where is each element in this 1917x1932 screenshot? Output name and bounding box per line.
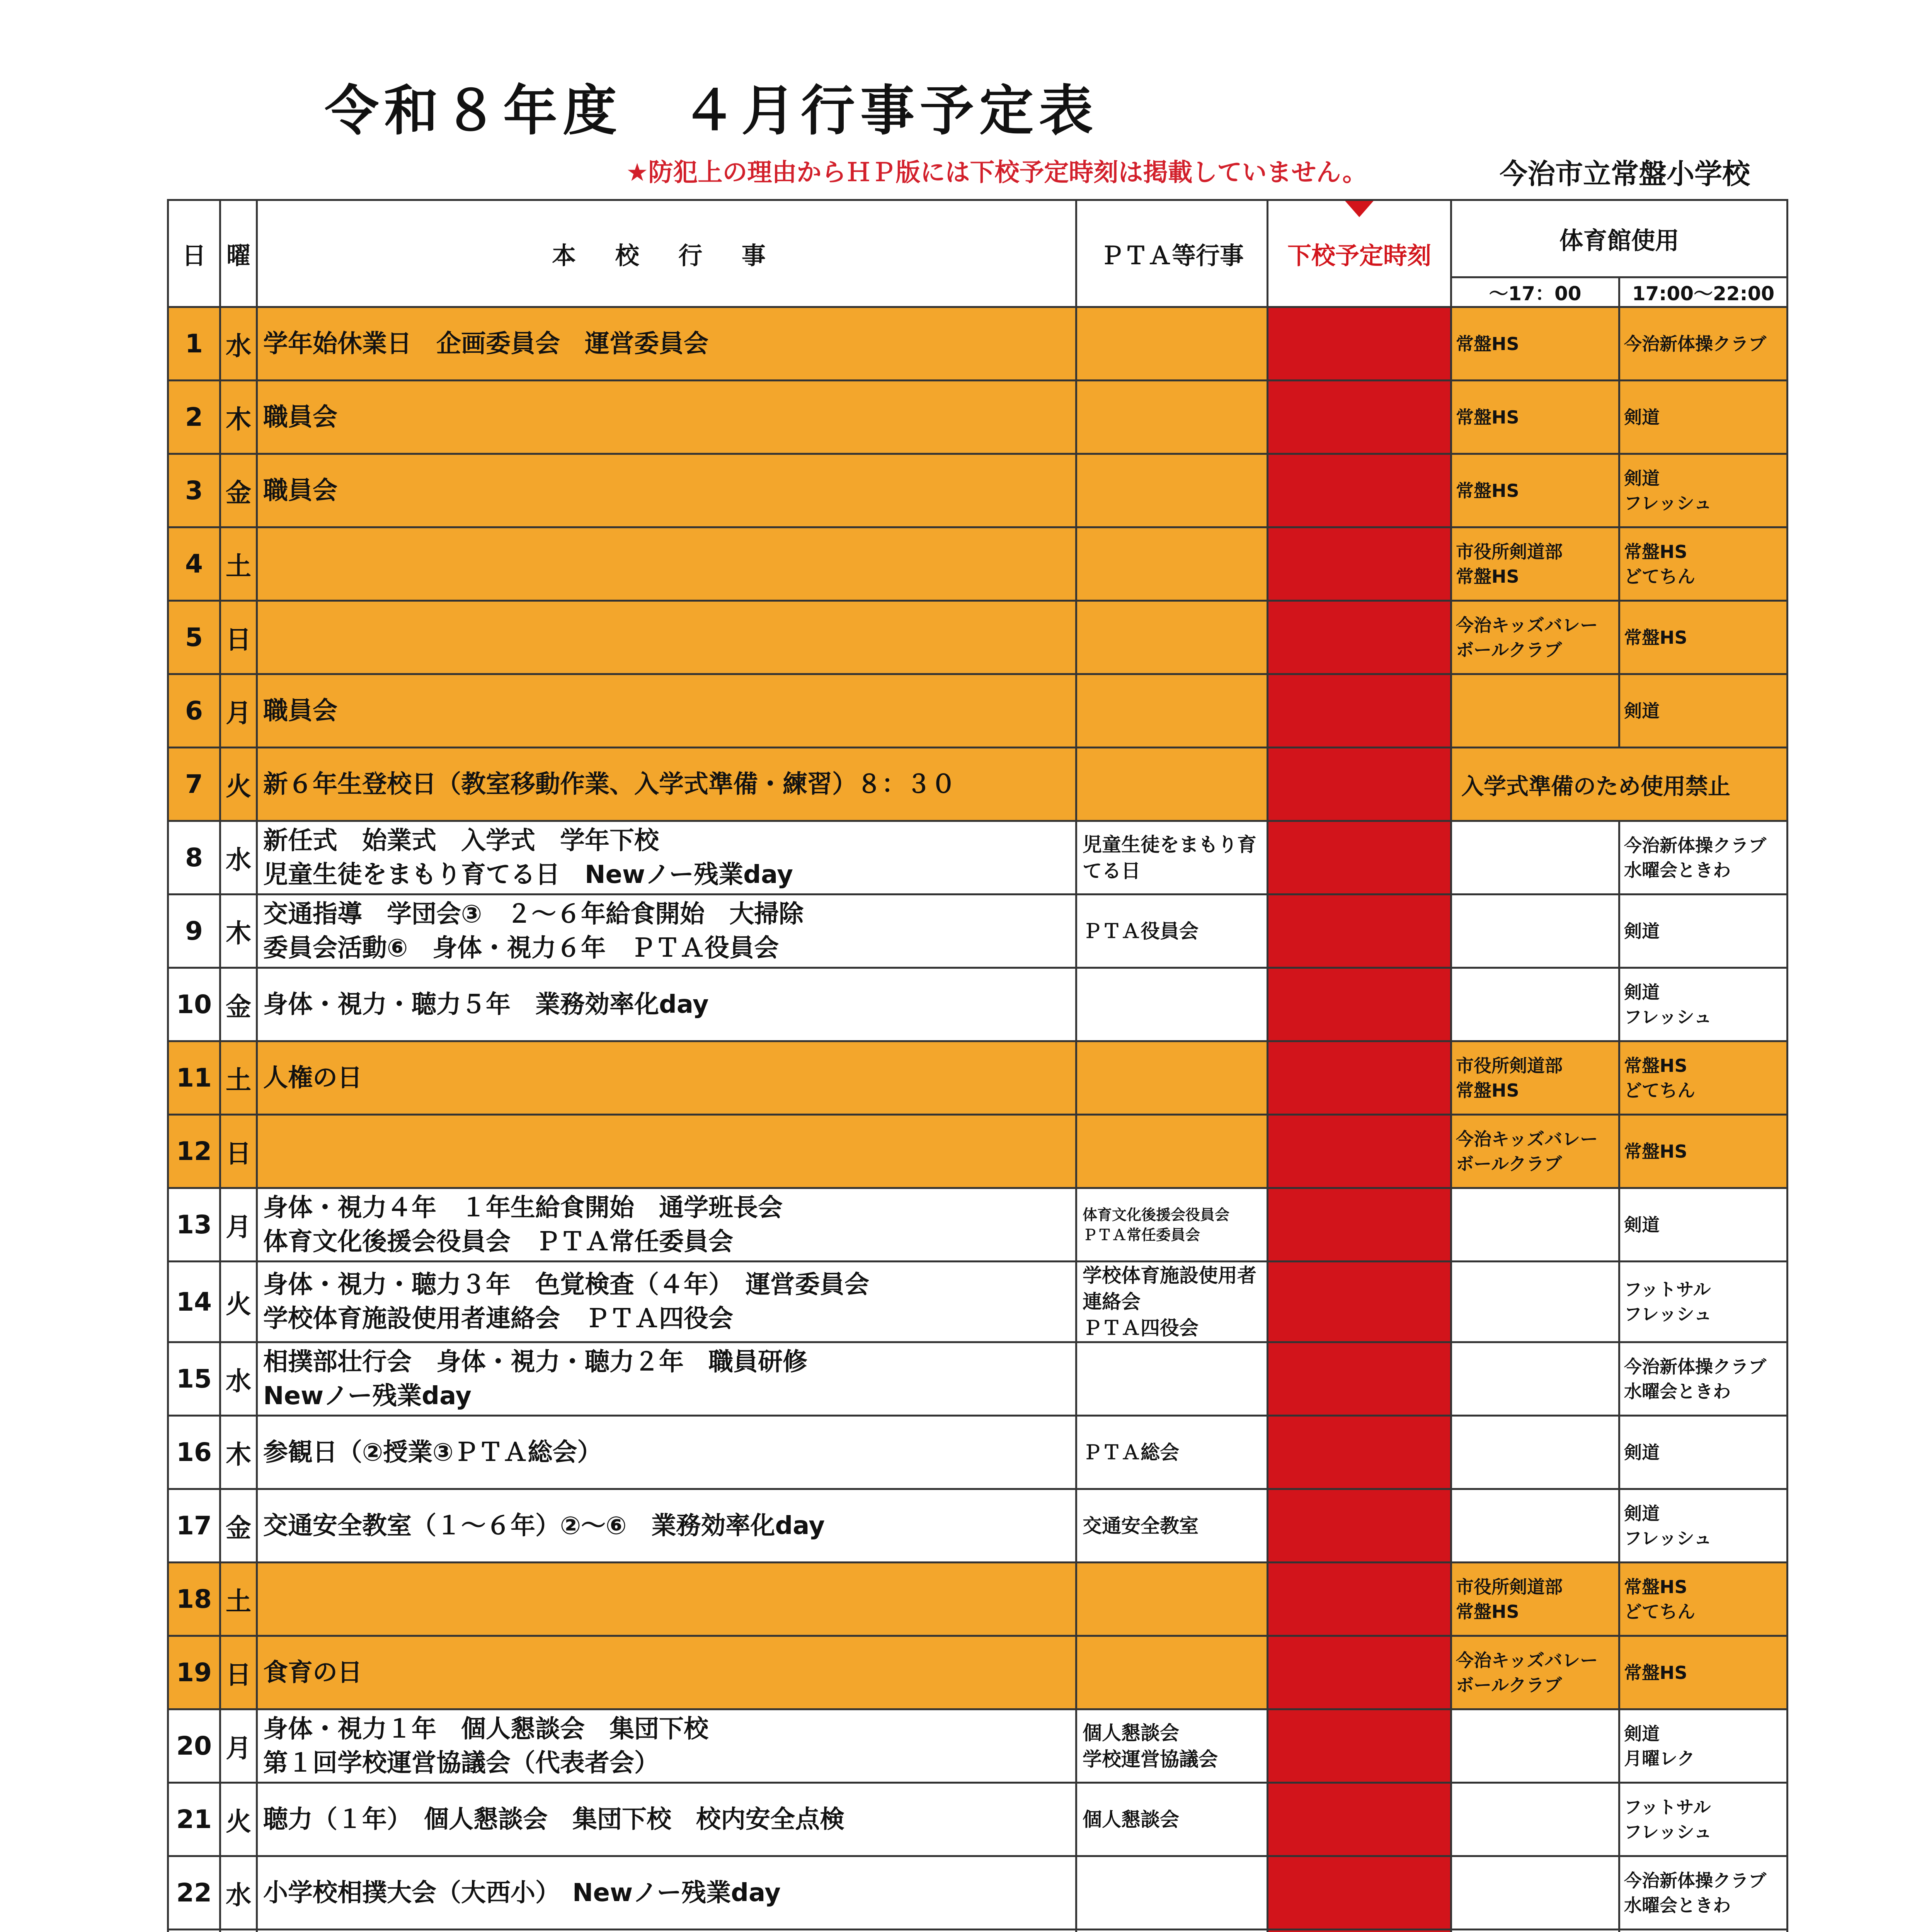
pta-cell: [1076, 1188, 1268, 1262]
day-cell: 12: [168, 1115, 220, 1188]
schedule-row: [168, 1342, 1788, 1416]
gym-slot2-line: フレッシュ: [1624, 1527, 1712, 1549]
weekday-cell: 木: [220, 895, 257, 968]
pta-cell: [1076, 1856, 1268, 1930]
gym-slot2-cell: [1619, 601, 1788, 674]
gym-slot1-line: 今治キッズバレーボールクラブ: [1456, 1128, 1598, 1174]
gym-slot1-line: 常盤HS: [1456, 333, 1519, 354]
pta-line: 交通安全教室: [1083, 1514, 1199, 1537]
header-dow: 曜: [220, 200, 257, 307]
gym-slot2-line: フットサル: [1624, 1796, 1711, 1818]
schedule-row: [168, 1041, 1788, 1115]
event-line: 交通指導 学団会③ ２～６年給食開始 大掃除: [263, 900, 804, 929]
event-line: 身体・視力４年 １年生給食開始 通学班長会: [263, 1193, 783, 1222]
schedule-row: [168, 895, 1788, 968]
day-cell: 22: [168, 1856, 220, 1930]
gym-slot2-cell: [1619, 1115, 1788, 1188]
pta-line: 児童生徒をまもり育てる日: [1083, 833, 1256, 882]
gym-slot2-line: 剣道: [1624, 1723, 1660, 1744]
events-cell: [257, 381, 1076, 454]
schedule-row: [168, 1188, 1788, 1262]
schedule-row: [168, 1636, 1788, 1709]
gym-slot1-cell: [1451, 381, 1619, 454]
pta-line: ＰＴＡ常任委員会: [1083, 1226, 1200, 1243]
events-cell: [257, 1489, 1076, 1563]
events-cell: [257, 1342, 1076, 1416]
gym-slot2-line: フレッシュ: [1624, 1821, 1712, 1842]
schedule-row: [168, 1856, 1788, 1930]
gym-slot2-line: 月曜レク: [1624, 1748, 1695, 1769]
dismissal-cell: [1268, 895, 1451, 968]
events-cell: [257, 307, 1076, 381]
day-cell: 17: [168, 1489, 220, 1563]
dismissal-cell: [1268, 1783, 1451, 1856]
gym-slot2-line: 剣道: [1624, 981, 1660, 1003]
events-cell: [257, 1041, 1076, 1115]
page-title: 令和８年度 ４月行事予定表: [325, 80, 1099, 143]
gym-slot1-cell: [1451, 454, 1619, 527]
event-line: 児童生徒をまもり育てる日 Newノー残業day: [263, 860, 793, 889]
schedule-row: [168, 307, 1788, 381]
events-cell: [257, 454, 1076, 527]
weekday-cell: 火: [220, 1783, 257, 1856]
schedule-row: [168, 601, 1788, 674]
day-cell: 3: [168, 454, 220, 527]
dismissal-cell: [1268, 1115, 1451, 1188]
day-cell: 2: [168, 381, 220, 454]
dismissal-cell: [1268, 748, 1451, 821]
weekday-cell: 土: [220, 1563, 257, 1636]
dismissal-cell: [1268, 1489, 1451, 1563]
event-line: 食育の日: [263, 1658, 362, 1687]
gym-slot1-cell: [1451, 821, 1619, 895]
weekday-cell: 火: [220, 748, 257, 821]
pta-cell: [1076, 1930, 1268, 1932]
dismissal-cell: [1268, 307, 1451, 381]
gym-slot1-line: 常盤HS: [1456, 1601, 1519, 1622]
schedule-row: [168, 1115, 1788, 1188]
pta-cell: [1076, 821, 1268, 895]
weekday-cell: 水: [220, 1342, 257, 1416]
dismissal-cell: [1268, 381, 1451, 454]
pta-cell: [1076, 968, 1268, 1041]
gym-slot1-cell: [1451, 1709, 1619, 1783]
weekday-cell: 日: [220, 1636, 257, 1709]
day-cell: 7: [168, 748, 220, 821]
events-cell: [257, 1636, 1076, 1709]
dismissal-cell: [1268, 1563, 1451, 1636]
gym-slot2-line: フットサル: [1624, 1279, 1711, 1300]
event-line: 身体・視力・聴力５年 業務効率化day: [263, 990, 709, 1019]
events-cell: [257, 1416, 1076, 1489]
schedule-row: [168, 1783, 1788, 1856]
event-line: 第１回学校運営協議会（代表者会）: [263, 1748, 659, 1777]
gym-slot2-line: 剣道: [1624, 1503, 1660, 1524]
weekday-cell: 水: [220, 821, 257, 895]
events-cell: [257, 1262, 1076, 1342]
weekday-cell: 金: [220, 968, 257, 1041]
header-pta: ＰＴＡ等行事: [1076, 200, 1268, 307]
header-events: 本 校 行 事: [257, 200, 1076, 307]
gym-slot2-cell: [1619, 1342, 1788, 1416]
dismissal-cell: [1268, 527, 1451, 601]
event-line: 身体・視力１年 個人懇談会 集団下校: [263, 1714, 708, 1743]
gym-slot1-cell: [1451, 674, 1619, 748]
gym-slot2-cell: [1619, 454, 1788, 527]
weekday-cell: 日: [220, 601, 257, 674]
pta-line: 体育文化後援会役員会: [1083, 1206, 1230, 1223]
gym-slot2-cell: [1619, 307, 1788, 381]
event-line: 人権の日: [263, 1063, 362, 1092]
gym-slot2-line: フレッシュ: [1624, 1006, 1712, 1027]
day-cell: 6: [168, 674, 220, 748]
gym-slot1-line: 常盤HS: [1456, 406, 1519, 428]
gym-slot1-line: 市役所剣道部: [1456, 541, 1563, 562]
schedule-row: [168, 674, 1788, 748]
schedule-row: [168, 1709, 1788, 1783]
event-line: 学年始休業日 企画委員会 運営委員会: [263, 329, 708, 358]
weekday-cell: 水: [220, 1856, 257, 1930]
weekday-cell: 土: [220, 527, 257, 601]
gym-slot2-cell: [1619, 1041, 1788, 1115]
gym-slot1-cell: [1451, 968, 1619, 1041]
day-cell: 13: [168, 1188, 220, 1262]
events-cell: [257, 1709, 1076, 1783]
gym-slot2-line: 水曜会ときわ: [1624, 859, 1731, 881]
weekday-cell: 火: [220, 1262, 257, 1342]
pta-cell: [1076, 1342, 1268, 1416]
gym-slot2-line: 剣道: [1624, 1442, 1660, 1463]
pta-cell: [1076, 895, 1268, 968]
gym-slot1-cell: [1451, 307, 1619, 381]
weekday-cell: 金: [220, 454, 257, 527]
events-cell: [257, 821, 1076, 895]
event-line: 聴力（１年） 個人懇談会 集団下校 校内安全点検: [263, 1805, 844, 1834]
pta-cell: [1076, 1416, 1268, 1489]
gym-slot2-line: 剣道: [1624, 700, 1660, 721]
header-day: 日: [168, 200, 220, 307]
gym-slot1-cell: [1451, 1188, 1619, 1262]
gym-slot1-line: 常盤HS: [1456, 1080, 1519, 1101]
pta-cell: [1076, 674, 1268, 748]
schedule-row: [168, 1416, 1788, 1489]
schedule-row: [168, 1563, 1788, 1636]
weekday-cell: 日: [220, 1115, 257, 1188]
pta-line: 個人懇談会: [1083, 1808, 1179, 1831]
gym-slot2-cell: [1619, 1709, 1788, 1783]
schedule-row: [168, 527, 1788, 601]
schedule-row: [168, 748, 1788, 821]
event-line: 新６年生登校日（教室移動作業、入学式準備・練習）８：３０: [263, 770, 956, 799]
gym-slot1-cell: [1451, 1262, 1619, 1342]
gym-slot2-cell: [1619, 1262, 1788, 1342]
gym-slot2-line: 剣道: [1624, 920, 1660, 942]
day-cell: 21: [168, 1783, 220, 1856]
event-line: 学校体育施設使用者連絡会 ＰＴＡ四役会: [263, 1304, 733, 1333]
schedule-row: [168, 381, 1788, 454]
events-cell: [257, 1115, 1076, 1188]
pta-cell: [1076, 454, 1268, 527]
gym-slot2-cell: [1619, 1783, 1788, 1856]
header-dismissal-label: 下校予定時刻: [1287, 241, 1431, 270]
pta-cell: [1076, 601, 1268, 674]
gym-slot2-cell: [1619, 1489, 1788, 1563]
event-line: 小学校相撲大会（大西小） Newノー残業day: [263, 1878, 781, 1907]
day-cell: 14: [168, 1262, 220, 1342]
schedule-body: [168, 307, 1788, 1932]
gym-slot2-line: 今治新体操クラブ: [1624, 333, 1766, 354]
gym-slot2-line: 常盤HS: [1624, 1662, 1687, 1683]
gym-slot2-line: どてちん: [1624, 1080, 1695, 1101]
events-cell: [257, 527, 1076, 601]
gym-slot1-cell: [1451, 1930, 1619, 1932]
gym-slot2-line: フレッシュ: [1624, 1304, 1712, 1325]
dismissal-cell: [1268, 454, 1451, 527]
pta-cell: [1076, 1709, 1268, 1783]
dismissal-cell: [1268, 1262, 1451, 1342]
schedule-row: [168, 968, 1788, 1041]
gym-slot1-line: 市役所剣道部: [1456, 1576, 1563, 1597]
pta-cell: [1076, 748, 1268, 821]
dismissal-cell: [1268, 1709, 1451, 1783]
gym-slot2-cell: [1619, 527, 1788, 601]
gym-slot2-cell: [1619, 821, 1788, 895]
day-cell: 15: [168, 1342, 220, 1416]
gym-slot2-line: 剣道: [1624, 1214, 1660, 1235]
events-cell: [257, 1783, 1076, 1856]
event-line: 交通安全教室（１～６年）②～⑥ 業務効率化day: [263, 1511, 825, 1540]
gym-slot1-cell: [1451, 1636, 1619, 1709]
weekday-cell: 木: [220, 1416, 257, 1489]
dismissal-cell: [1268, 1416, 1451, 1489]
schedule-row: [168, 1489, 1788, 1563]
day-cell: 10: [168, 968, 220, 1041]
gym-slot1-cell: [1451, 1489, 1619, 1563]
gym-slot2-cell: [1619, 895, 1788, 968]
gym-slot2-cell: [1619, 1188, 1788, 1262]
header-gym: 体育館使用: [1451, 200, 1788, 277]
day-cell: 5: [168, 601, 220, 674]
events-cell: [257, 1930, 1076, 1932]
gym-slot2-line: 常盤HS: [1624, 1141, 1687, 1162]
pta-cell: [1076, 1636, 1268, 1709]
gym-slot2-cell: [1619, 1416, 1788, 1489]
gym-slot1-cell: [1451, 1416, 1619, 1489]
pta-cell: [1076, 1262, 1268, 1342]
day-cell: 20: [168, 1709, 220, 1783]
dismissal-cell: [1268, 1188, 1451, 1262]
gym-slot2-line: 常盤HS: [1624, 627, 1687, 648]
school-name: 今治市立常盤小学校: [1500, 158, 1750, 190]
gym-slot1-cell: [1451, 601, 1619, 674]
day-cell: 11: [168, 1041, 220, 1115]
weekday-cell: 月: [220, 674, 257, 748]
gym-slot2-line: 剣道: [1624, 406, 1660, 428]
day-cell: 19: [168, 1636, 220, 1709]
event-line: 委員会活動⑥ 身体・視力６年 ＰＴＡ役員会: [263, 934, 779, 963]
privacy-note: ★防犯上の理由からＨＰ版には下校予定時刻は掲載していません。: [626, 158, 1367, 187]
weekday-cell: [220, 1930, 257, 1932]
gym-slot2-line: どてちん: [1624, 566, 1695, 587]
dismissal-cell: [1268, 1930, 1451, 1932]
pta-line: 学校体育施設使用者連絡会: [1083, 1264, 1256, 1313]
schedule-row: [168, 1930, 1788, 1932]
pta-cell: [1076, 1783, 1268, 1856]
dismissal-cell: [1268, 821, 1451, 895]
gym-slot2-line: 今治新体操クラブ: [1624, 1356, 1766, 1377]
gym-slot2-line: 水曜会ときわ: [1624, 1895, 1731, 1916]
gym-slot2-line: 今治新体操クラブ: [1624, 1870, 1766, 1891]
gym-closed-cell: 入学式準備のため使用禁止: [1451, 748, 1788, 821]
day-cell: 16: [168, 1416, 220, 1489]
event-line: 相撲部壮行会 身体・視力・聴力２年 職員研修: [263, 1347, 807, 1376]
event-line: 新任式 始業式 入学式 学年下校: [263, 826, 659, 855]
header-gym-slot1: ～17：00: [1451, 277, 1619, 307]
events-cell: [257, 1188, 1076, 1262]
gym-slot1-cell: [1451, 1115, 1619, 1188]
schedule-row: [168, 1262, 1788, 1342]
schedule-table: [167, 199, 1788, 1932]
event-line: 職員会: [263, 476, 337, 505]
pta-cell: [1076, 307, 1268, 381]
arrow-head-icon: [1343, 200, 1376, 218]
gym-slot1-line: 今治キッズバレーボールクラブ: [1456, 1650, 1598, 1696]
gym-slot1-cell: [1451, 895, 1619, 968]
gym-slot2-line: 常盤HS: [1624, 1055, 1687, 1076]
day-cell: 8: [168, 821, 220, 895]
event-line: Newノー残業day: [263, 1381, 472, 1410]
pta-cell: [1076, 1489, 1268, 1563]
gym-slot2-line: 今治新体操クラブ: [1624, 835, 1766, 856]
pta-line: 個人懇談会: [1083, 1721, 1179, 1744]
gym-slot1-cell: [1451, 1783, 1619, 1856]
gym-slot2-line: 常盤HS: [1624, 1576, 1687, 1597]
pta-line: ＰＴＡ役員会: [1083, 920, 1199, 942]
weekday-cell: 月: [220, 1709, 257, 1783]
event-line: 職員会: [263, 403, 337, 432]
day-cell: 18: [168, 1563, 220, 1636]
gym-slot2-cell: [1619, 968, 1788, 1041]
weekday-cell: 木: [220, 381, 257, 454]
event-line: 身体・視力・聴力３年 色覚検査（４年） 運営委員会: [263, 1270, 869, 1299]
gym-slot1-line: 常盤HS: [1456, 480, 1519, 501]
pta-cell: [1076, 1041, 1268, 1115]
gym-slot1-line: 常盤HS: [1456, 566, 1519, 587]
pta-cell: [1076, 527, 1268, 601]
events-cell: [257, 1856, 1076, 1930]
weekday-cell: 金: [220, 1489, 257, 1563]
event-line: 職員会: [263, 696, 337, 725]
event-line: 体育文化後援会役員会 ＰＴＡ常任委員会: [263, 1227, 733, 1256]
events-cell: [257, 748, 1076, 821]
schedule-row: [168, 454, 1788, 527]
gym-slot2-cell: [1619, 1636, 1788, 1709]
gym-slot2-cell: [1619, 674, 1788, 748]
events-cell: [257, 1563, 1076, 1636]
pta-line: ＰＴＡ総会: [1083, 1441, 1179, 1464]
weekday-cell: 土: [220, 1041, 257, 1115]
event-line: 参観日（②授業③ＰＴＡ総会）: [263, 1438, 602, 1467]
dismissal-cell: [1268, 1856, 1451, 1930]
dismissal-cell: [1268, 1342, 1451, 1416]
weekday-cell: 月: [220, 1188, 257, 1262]
day-cell: [168, 1930, 220, 1932]
events-cell: [257, 968, 1076, 1041]
pta-cell: [1076, 1563, 1268, 1636]
gym-slot1-cell: [1451, 1342, 1619, 1416]
gym-slot2-cell: [1619, 1563, 1788, 1636]
events-cell: [257, 895, 1076, 968]
events-cell: [257, 674, 1076, 748]
pta-cell: [1076, 381, 1268, 454]
events-cell: [257, 601, 1076, 674]
weekday-cell: 水: [220, 307, 257, 381]
gym-slot1-cell: [1451, 527, 1619, 601]
day-cell: 9: [168, 895, 220, 968]
gym-slot1-cell: [1451, 1856, 1619, 1930]
schedule-row: [168, 821, 1788, 895]
gym-slot2-cell: [1619, 381, 1788, 454]
gym-slot1-cell: [1451, 1041, 1619, 1115]
gym-slot1-cell: [1451, 1563, 1619, 1636]
day-cell: 1: [168, 307, 220, 381]
gym-slot2-line: 常盤HS: [1624, 541, 1687, 562]
pta-line: ＰＴＡ四役会: [1083, 1317, 1199, 1339]
dismissal-cell: [1268, 1636, 1451, 1709]
gym-slot2-line: どてちん: [1624, 1601, 1695, 1622]
dismissal-cell: [1268, 674, 1451, 748]
pta-cell: [1076, 1115, 1268, 1188]
gym-slot2-cell: [1619, 1856, 1788, 1930]
pta-line: 学校運営協議会: [1083, 1748, 1218, 1770]
day-cell: 4: [168, 527, 220, 601]
gym-slot2-line: フレッシュ: [1624, 492, 1712, 514]
gym-slot1-line: 今治キッズバレーボールクラブ: [1456, 614, 1598, 660]
dismissal-cell: [1268, 601, 1451, 674]
gym-slot2-line: 水曜会ときわ: [1624, 1381, 1731, 1402]
gym-slot2-line: 剣道: [1624, 468, 1660, 489]
header-gym-slot2: 17:00～22:00: [1619, 277, 1788, 307]
dismissal-cell: [1268, 1041, 1451, 1115]
header-dismissal: [1268, 200, 1451, 307]
dismissal-cell: [1268, 968, 1451, 1041]
gym-slot2-cell: [1619, 1930, 1788, 1932]
gym-slot1-line: 市役所剣道部: [1456, 1055, 1563, 1076]
